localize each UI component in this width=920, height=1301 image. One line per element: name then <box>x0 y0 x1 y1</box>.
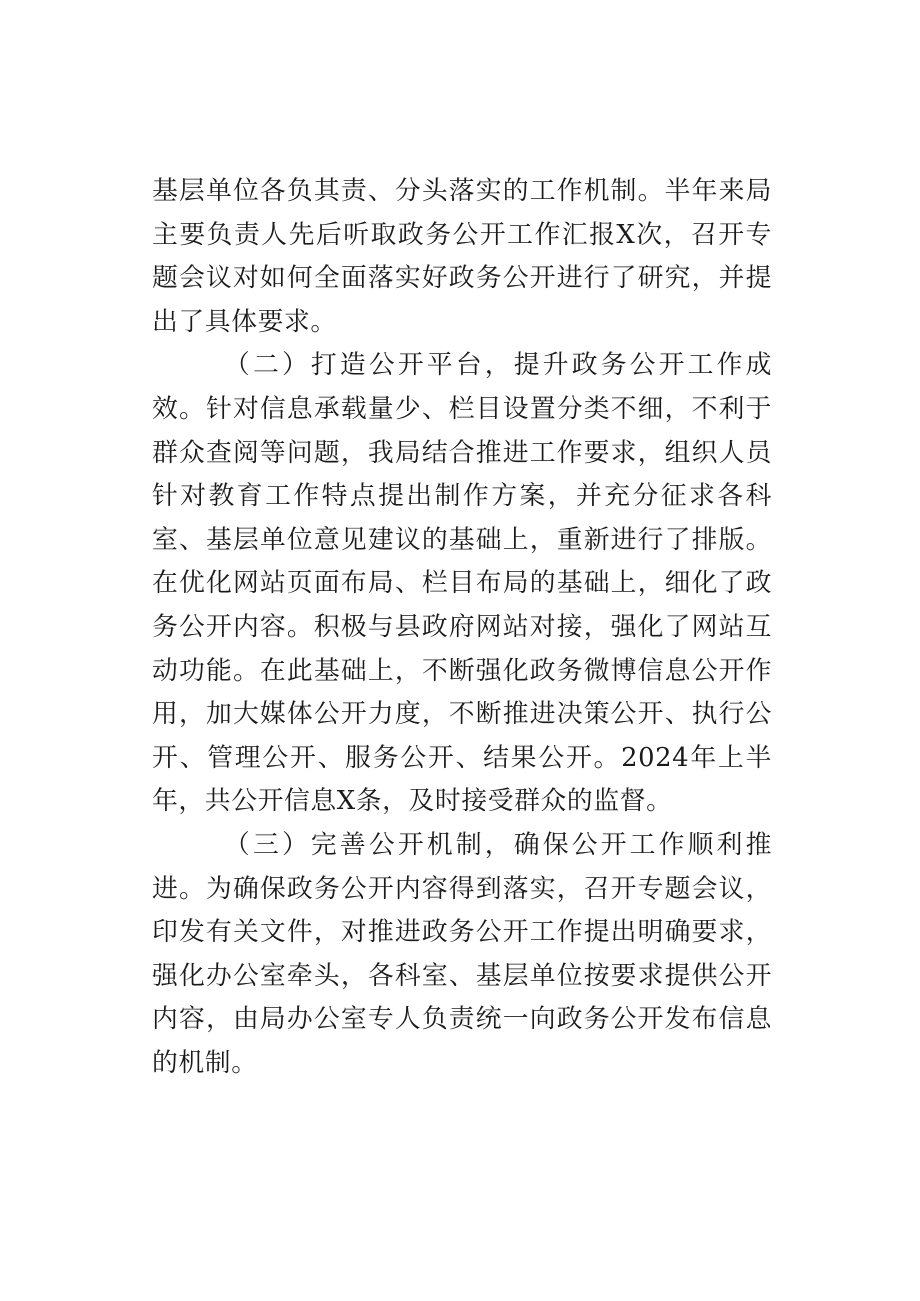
paragraph-section-two: （二）打造公开平台，提升政务公开工作成效。针对信息承载量少、栏目设置分类不细，不利于群众查阅等问题，我局结合推进工作要求，组织人员针对教育工作特点提出制作方案，并充分征求各科室、基层单位意见建议的基础上，重新进行了排版。在优化网站页面布局、栏目布局的基础上，细化了政务公开内容。积极与县政府网站对接，强化了网站互动功能。在此基础上，不断强化政务微博信息公开作用，加大媒体公开力度，不断推进决策公开、执行公开、管理公开、服务公开、结果公开。2024年上半年，共公开信息X条，及时接受群众的监督。 <box>152 350 772 817</box>
paragraph-section-three: （三）完善公开机制，确保公开工作顺利推进。为确保政务公开内容得到落实，召开专题会议，印发有关文件，对推进政务公开工作提出明确要求，强化办公室牵头，各科室、基层单位按要求提供公开内容，由局办公室专人负责统一向政务公开发布信息的机制。 <box>152 829 772 1078</box>
document-body <box>152 170 772 1085</box>
paragraph-continuation: 基层单位各负其责、分头落实的工作机制。半年来局主要负责人先后听取政务公开工作汇报X次，召开专题会议对如何全面落实好政务公开进行了研究，并提出了具体要求。 <box>152 176 772 337</box>
